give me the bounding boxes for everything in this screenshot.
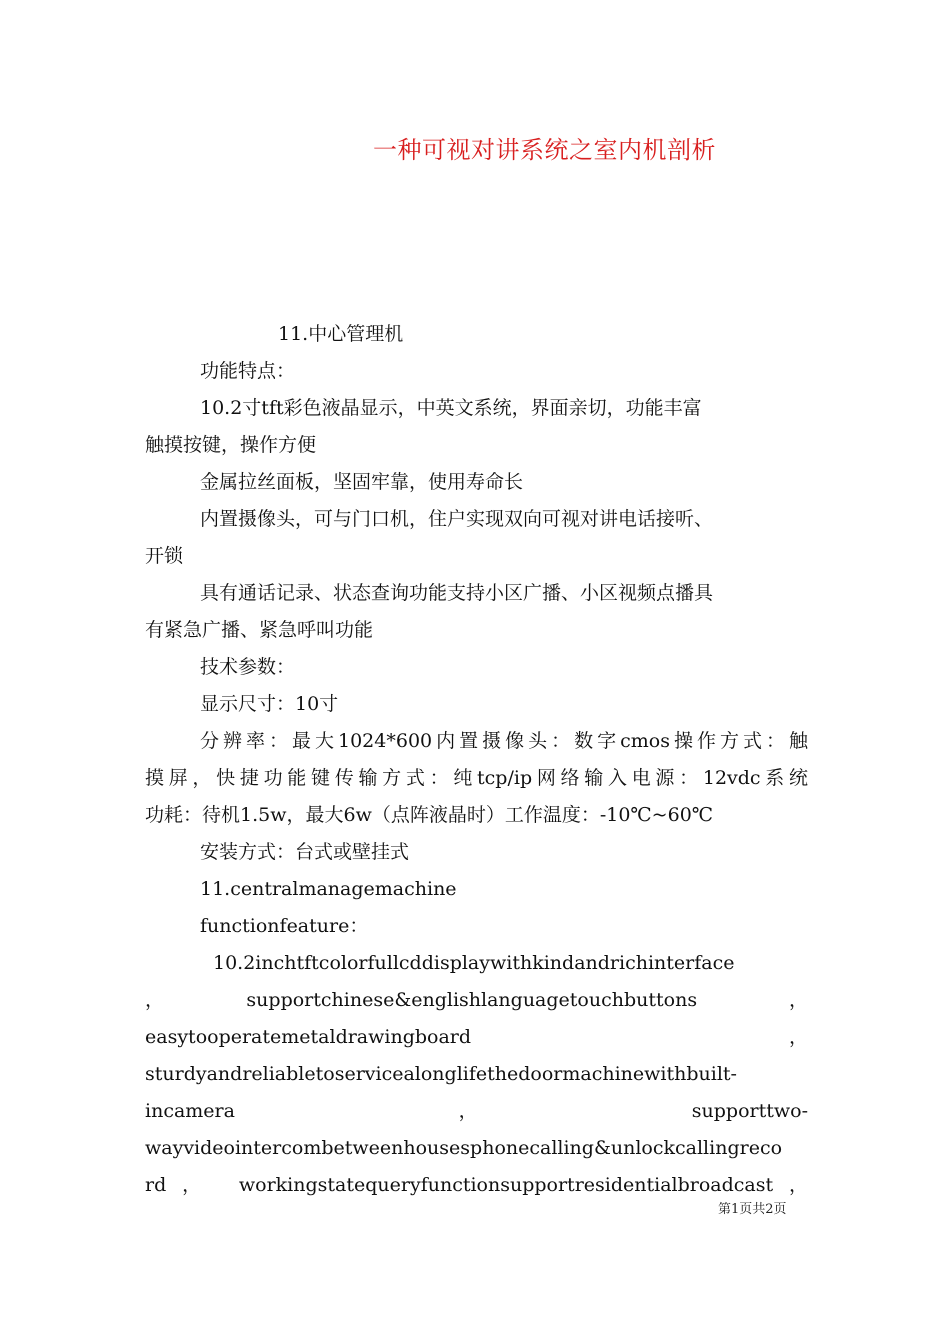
page-footer: 第1页共2页	[718, 1202, 787, 1217]
paragraph-line: functionfeature：	[200, 915, 369, 937]
paragraph-line: incamera ， supporttwo-	[145, 1100, 808, 1122]
paragraph-line: rd， workingstatequeryfunctionsupportresidentialbroadcast，	[145, 1174, 808, 1196]
paragraph-line: 显示尺寸：10寸	[200, 693, 339, 715]
paragraph-line: 功耗：待机1.5w，最大6w（点阵液晶时）工作温度：-10℃~60℃	[145, 804, 714, 826]
paragraph-line: 有紧急广播、紧急呼叫功能	[145, 619, 374, 641]
paragraph-line: wayvideointercombetweenhousesphonecalling&unlockcallingreco	[145, 1137, 783, 1159]
paragraph-line: 触摸按键，操作方便	[145, 434, 317, 456]
paragraph-line: easytooperatemetaldrawingboard ，	[145, 1026, 808, 1048]
paragraph-line: 金属拉丝面板，坚固牢靠，使用寿命长	[200, 471, 524, 493]
paragraph-line: 技术参数：	[200, 656, 296, 678]
paragraph-line: ， supportchinese&englishlanguagetouchbuttons ，	[145, 989, 808, 1011]
page-title: 一种可视对讲系统之室内机剖析	[373, 136, 716, 164]
paragraph-line: sturdyandreliabletoservicealonglifethedoormachinewithbuilt-	[145, 1063, 737, 1085]
paragraph-line: 安装方式：台式或壁挂式	[200, 841, 410, 863]
paragraph-line: 摸屏，快捷功能键传输方式：纯tcp/ip网络输入电源：12vdc系统	[145, 767, 808, 789]
paragraph-line: 分辨率：最大1024*600内置摄像头：数字cmos操作方式：触	[200, 730, 808, 752]
paragraph-line: 开锁	[145, 545, 184, 567]
paragraph-line: 具有通话记录、状态查询功能支持小区广播、小区视频点播具	[200, 582, 714, 604]
paragraph-line: 10.2inchtftcolorfullcddisplaywithkindandrichinterface	[213, 952, 735, 974]
heading-central-manage-machine: 11.中心管理机	[278, 323, 404, 345]
paragraph-line: 功能特点：	[200, 360, 296, 382]
paragraph-line: 10.2寸tft彩色液晶显示，中英文系统，界面亲切，功能丰富	[200, 397, 702, 419]
paragraph-line: 内置摄像头，可与门口机，住户实现双向可视对讲电话接听、	[200, 508, 714, 530]
document-body	[145, 316, 808, 1204]
paragraph-line: 11.centralmanagemachine	[200, 878, 457, 900]
